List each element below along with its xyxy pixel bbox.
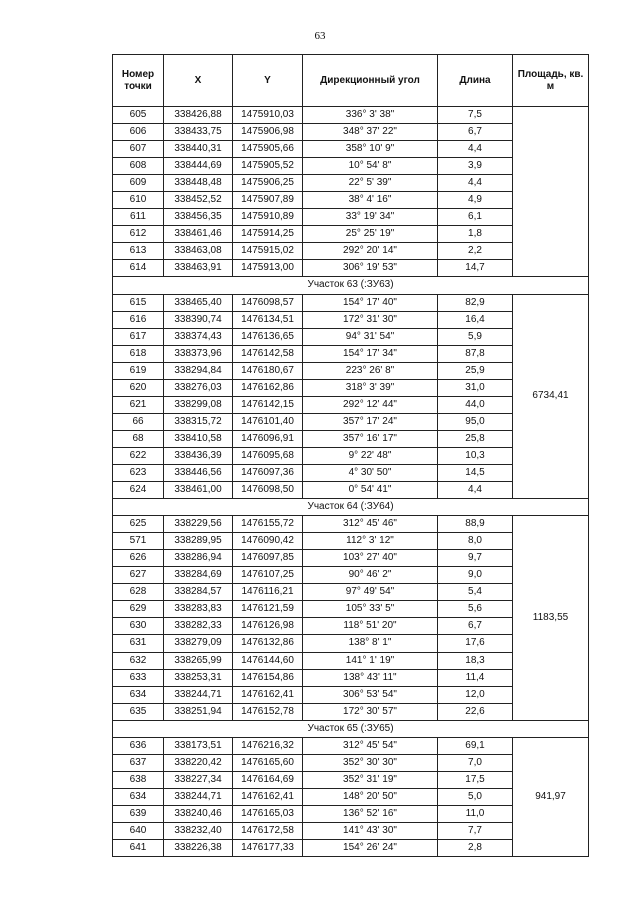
cell-y: 1476132,86	[233, 635, 303, 652]
cell-point-number: 640	[113, 822, 164, 839]
cell-point-number: 622	[113, 447, 164, 464]
cell-x: 338279,09	[164, 635, 233, 652]
cell-y: 1476095,68	[233, 447, 303, 464]
cell-direction-angle: 25° 25' 19"	[303, 226, 438, 243]
cell-length: 7,7	[438, 822, 513, 839]
cell-direction-angle: 112° 3' 12"	[303, 533, 438, 550]
cell-x: 338410,58	[164, 430, 233, 447]
section-title-row	[113, 499, 589, 516]
cell-x: 338463,08	[164, 243, 233, 260]
cell-length: 5,9	[438, 328, 513, 345]
cell-direction-angle: 38° 4' 16"	[303, 192, 438, 209]
cell-x: 338276,03	[164, 379, 233, 396]
cell-direction-angle: 154° 17' 40"	[303, 294, 438, 311]
header-y: Y	[233, 55, 303, 107]
cell-x: 338373,96	[164, 345, 233, 362]
cell-x: 338286,94	[164, 550, 233, 567]
cell-area: 941,97	[513, 737, 589, 856]
cell-length: 88,9	[438, 516, 513, 533]
cell-direction-angle: 90° 46' 2"	[303, 567, 438, 584]
cell-x: 338289,95	[164, 533, 233, 550]
cell-point-number: 633	[113, 669, 164, 686]
cell-x: 338294,84	[164, 362, 233, 379]
cell-length: 25,8	[438, 430, 513, 447]
cell-y: 1476155,72	[233, 516, 303, 533]
section-title: Участок 64 (:ЗУ64)	[113, 499, 589, 516]
cell-x: 338283,83	[164, 601, 233, 618]
cell-x: 338253,31	[164, 669, 233, 686]
cell-point-number: 618	[113, 345, 164, 362]
cell-y: 1476098,57	[233, 294, 303, 311]
cell-length: 82,9	[438, 294, 513, 311]
cell-point-number: 641	[113, 840, 164, 857]
cell-length: 5,6	[438, 601, 513, 618]
cell-y: 1476164,69	[233, 771, 303, 788]
section-title-row	[113, 720, 589, 737]
cell-x: 338232,40	[164, 822, 233, 839]
cell-length: 14,7	[438, 260, 513, 277]
cell-point-number: 615	[113, 294, 164, 311]
cell-direction-angle: 312° 45' 54"	[303, 737, 438, 754]
cell-y: 1476142,15	[233, 396, 303, 413]
cell-x: 338463,91	[164, 260, 233, 277]
cell-direction-angle: 312° 45' 46"	[303, 516, 438, 533]
cell-direction-angle: 352° 30' 30"	[303, 754, 438, 771]
cell-direction-angle: 292° 12' 44"	[303, 396, 438, 413]
cell-x: 338251,94	[164, 703, 233, 720]
section-title-row	[113, 277, 589, 294]
cell-y: 1476177,33	[233, 840, 303, 857]
cell-point-number: 637	[113, 754, 164, 771]
cell-length: 6,7	[438, 618, 513, 635]
cell-length: 4,4	[438, 141, 513, 158]
cell-point-number: 638	[113, 771, 164, 788]
cell-x: 338265,99	[164, 652, 233, 669]
cell-direction-angle: 136° 52' 16"	[303, 805, 438, 822]
header-direction-angle: Дирекционный угол	[303, 55, 438, 107]
cell-x: 338226,38	[164, 840, 233, 857]
cell-direction-angle: 118° 51' 20"	[303, 618, 438, 635]
cell-point-number: 623	[113, 464, 164, 481]
cell-x: 338227,34	[164, 771, 233, 788]
cell-direction-angle: 10° 54' 8"	[303, 158, 438, 175]
cell-point-number: 632	[113, 652, 164, 669]
cell-y: 1476097,85	[233, 550, 303, 567]
cell-y: 1476154,86	[233, 669, 303, 686]
header-x: X	[164, 55, 233, 107]
cell-direction-angle: 103° 27' 40"	[303, 550, 438, 567]
cell-x: 338461,00	[164, 482, 233, 499]
cell-x: 338433,75	[164, 124, 233, 141]
cell-x: 338390,74	[164, 311, 233, 328]
cell-direction-angle: 358° 10' 9"	[303, 141, 438, 158]
cell-y: 1476162,86	[233, 379, 303, 396]
cell-point-number: 621	[113, 396, 164, 413]
cell-point-number: 639	[113, 805, 164, 822]
cell-length: 9,7	[438, 550, 513, 567]
cell-direction-angle: 306° 53' 54"	[303, 686, 438, 703]
cell-length: 1,8	[438, 226, 513, 243]
cell-length: 4,9	[438, 192, 513, 209]
cell-point-number: 616	[113, 311, 164, 328]
cell-point-number: 634	[113, 686, 164, 703]
header-area: Площадь, кв. м	[513, 55, 589, 107]
cell-length: 95,0	[438, 413, 513, 430]
cell-point-number: 625	[113, 516, 164, 533]
cell-y: 1475915,02	[233, 243, 303, 260]
cell-x: 338461,46	[164, 226, 233, 243]
cell-length: 12,0	[438, 686, 513, 703]
cell-length: 25,9	[438, 362, 513, 379]
cell-point-number: 609	[113, 175, 164, 192]
cell-direction-angle: 336° 3' 38"	[303, 107, 438, 124]
cell-y: 1476136,65	[233, 328, 303, 345]
cell-length: 8,0	[438, 533, 513, 550]
cell-y: 1476165,60	[233, 754, 303, 771]
cell-x: 338436,39	[164, 447, 233, 464]
cell-y: 1475905,52	[233, 158, 303, 175]
header-length: Длина	[438, 55, 513, 107]
cell-y: 1476097,36	[233, 464, 303, 481]
cell-y: 1476162,41	[233, 686, 303, 703]
cell-length: 17,6	[438, 635, 513, 652]
cell-x: 338440,31	[164, 141, 233, 158]
section-title: Участок 65 (:ЗУ65)	[113, 720, 589, 737]
cell-point-number: 629	[113, 601, 164, 618]
cell-length: 4,4	[438, 175, 513, 192]
cell-length: 16,4	[438, 311, 513, 328]
cell-y: 1476121,59	[233, 601, 303, 618]
cell-y: 1476101,40	[233, 413, 303, 430]
cell-point-number: 626	[113, 550, 164, 567]
cell-direction-angle: 148° 20' 50"	[303, 788, 438, 805]
cell-point-number: 611	[113, 209, 164, 226]
cell-x: 338244,71	[164, 686, 233, 703]
cell-y: 1476116,21	[233, 584, 303, 601]
cell-area	[513, 107, 589, 277]
cell-direction-angle: 318° 3' 39"	[303, 379, 438, 396]
cell-y: 1475910,89	[233, 209, 303, 226]
cell-x: 338282,33	[164, 618, 233, 635]
table-row	[113, 737, 589, 754]
cell-point-number: 619	[113, 362, 164, 379]
cell-point-number: 68	[113, 430, 164, 447]
cell-x: 338220,42	[164, 754, 233, 771]
cell-length: 11,0	[438, 805, 513, 822]
cell-direction-angle: 22° 5' 39"	[303, 175, 438, 192]
cell-direction-angle: 348° 37' 22"	[303, 124, 438, 141]
cell-x: 338456,35	[164, 209, 233, 226]
cell-length: 6,1	[438, 209, 513, 226]
cell-direction-angle: 33° 19' 34"	[303, 209, 438, 226]
cell-length: 87,8	[438, 345, 513, 362]
cell-direction-angle: 306° 19' 53"	[303, 260, 438, 277]
cell-x: 338299,08	[164, 396, 233, 413]
cell-length: 5,4	[438, 584, 513, 601]
page-number: 63	[314, 30, 326, 42]
cell-point-number: 612	[113, 226, 164, 243]
cell-length: 3,9	[438, 158, 513, 175]
cell-x: 338446,56	[164, 464, 233, 481]
cell-x: 338465,40	[164, 294, 233, 311]
cell-y: 1476142,58	[233, 345, 303, 362]
cell-x: 338444,69	[164, 158, 233, 175]
cell-point-number: 630	[113, 618, 164, 635]
coordinates-table	[112, 54, 589, 857]
cell-y: 1476165,03	[233, 805, 303, 822]
cell-length: 7,5	[438, 107, 513, 124]
cell-point-number: 608	[113, 158, 164, 175]
cell-point-number: 628	[113, 584, 164, 601]
cell-y: 1476144,60	[233, 652, 303, 669]
cell-y: 1475913,00	[233, 260, 303, 277]
cell-direction-angle: 105° 33' 5"	[303, 601, 438, 618]
cell-area: 1183,55	[513, 516, 589, 721]
cell-point-number: 620	[113, 379, 164, 396]
cell-length: 14,5	[438, 464, 513, 481]
cell-direction-angle: 9° 22' 48"	[303, 447, 438, 464]
table-row	[113, 107, 589, 124]
cell-x: 338244,71	[164, 788, 233, 805]
cell-x: 338426,88	[164, 107, 233, 124]
cell-direction-angle: 0° 54' 41"	[303, 482, 438, 499]
cell-direction-angle: 352° 31' 19"	[303, 771, 438, 788]
cell-point-number: 605	[113, 107, 164, 124]
cell-length: 2,8	[438, 840, 513, 857]
cell-length: 44,0	[438, 396, 513, 413]
cell-y: 1475906,25	[233, 175, 303, 192]
cell-y: 1475914,25	[233, 226, 303, 243]
cell-x: 338448,48	[164, 175, 233, 192]
cell-y: 1475907,89	[233, 192, 303, 209]
cell-y: 1475905,66	[233, 141, 303, 158]
cell-point-number: 610	[113, 192, 164, 209]
table-row	[113, 516, 589, 533]
cell-direction-angle: 4° 30' 50"	[303, 464, 438, 481]
cell-x: 338374,43	[164, 328, 233, 345]
cell-direction-angle: 357° 16' 17"	[303, 430, 438, 447]
table-body	[113, 107, 589, 857]
cell-direction-angle: 172° 30' 57"	[303, 703, 438, 720]
cell-length: 31,0	[438, 379, 513, 396]
cell-direction-angle: 357° 17' 24"	[303, 413, 438, 430]
cell-y: 1476107,25	[233, 567, 303, 584]
cell-y: 1476180,67	[233, 362, 303, 379]
cell-length: 2,2	[438, 243, 513, 260]
cell-direction-angle: 154° 26' 24"	[303, 840, 438, 857]
cell-y: 1476172,58	[233, 822, 303, 839]
cell-y: 1476216,32	[233, 737, 303, 754]
table-header-row	[113, 55, 589, 107]
cell-point-number: 66	[113, 413, 164, 430]
cell-direction-angle: 223° 26' 8"	[303, 362, 438, 379]
cell-x: 338173,51	[164, 737, 233, 754]
cell-y: 1476096,91	[233, 430, 303, 447]
cell-length: 9,0	[438, 567, 513, 584]
cell-y: 1476090,42	[233, 533, 303, 550]
cell-direction-angle: 97° 49' 54"	[303, 584, 438, 601]
cell-area: 6734,41	[513, 294, 589, 499]
cell-direction-angle: 138° 43' 11"	[303, 669, 438, 686]
cell-length: 22,6	[438, 703, 513, 720]
cell-direction-angle: 138° 8' 1"	[303, 635, 438, 652]
cell-x: 338229,56	[164, 516, 233, 533]
cell-direction-angle: 94° 31' 54"	[303, 328, 438, 345]
cell-direction-angle: 172° 31' 30"	[303, 311, 438, 328]
cell-point-number: 635	[113, 703, 164, 720]
cell-length: 17,5	[438, 771, 513, 788]
cell-y: 1476098,50	[233, 482, 303, 499]
cell-length: 18,3	[438, 652, 513, 669]
cell-point-number: 617	[113, 328, 164, 345]
cell-length: 11,4	[438, 669, 513, 686]
cell-y: 1476152,78	[233, 703, 303, 720]
cell-length: 5,0	[438, 788, 513, 805]
cell-x: 338452,52	[164, 192, 233, 209]
cell-y: 1475910,03	[233, 107, 303, 124]
cell-point-number: 614	[113, 260, 164, 277]
cell-length: 7,0	[438, 754, 513, 771]
cell-point-number: 634	[113, 788, 164, 805]
cell-x: 338284,69	[164, 567, 233, 584]
section-title: Участок 63 (:ЗУ63)	[113, 277, 589, 294]
cell-direction-angle: 154° 17' 34"	[303, 345, 438, 362]
cell-point-number: 607	[113, 141, 164, 158]
cell-y: 1476126,98	[233, 618, 303, 635]
header-point-number: Номер точки	[113, 55, 164, 107]
cell-point-number: 627	[113, 567, 164, 584]
cell-direction-angle: 141° 1' 19"	[303, 652, 438, 669]
cell-length: 10,3	[438, 447, 513, 464]
cell-point-number: 631	[113, 635, 164, 652]
cell-y: 1476134,51	[233, 311, 303, 328]
cell-length: 4,4	[438, 482, 513, 499]
cell-direction-angle: 292° 20' 14"	[303, 243, 438, 260]
cell-point-number: 606	[113, 124, 164, 141]
cell-point-number: 613	[113, 243, 164, 260]
cell-direction-angle: 141° 43' 30"	[303, 822, 438, 839]
cell-point-number: 636	[113, 737, 164, 754]
cell-point-number: 571	[113, 533, 164, 550]
cell-x: 338284,57	[164, 584, 233, 601]
table-row	[113, 294, 589, 311]
cell-point-number: 624	[113, 482, 164, 499]
cell-length: 6,7	[438, 124, 513, 141]
cell-y: 1475906,98	[233, 124, 303, 141]
cell-y: 1476162,41	[233, 788, 303, 805]
cell-x: 338240,46	[164, 805, 233, 822]
cell-length: 69,1	[438, 737, 513, 754]
cell-x: 338315,72	[164, 413, 233, 430]
